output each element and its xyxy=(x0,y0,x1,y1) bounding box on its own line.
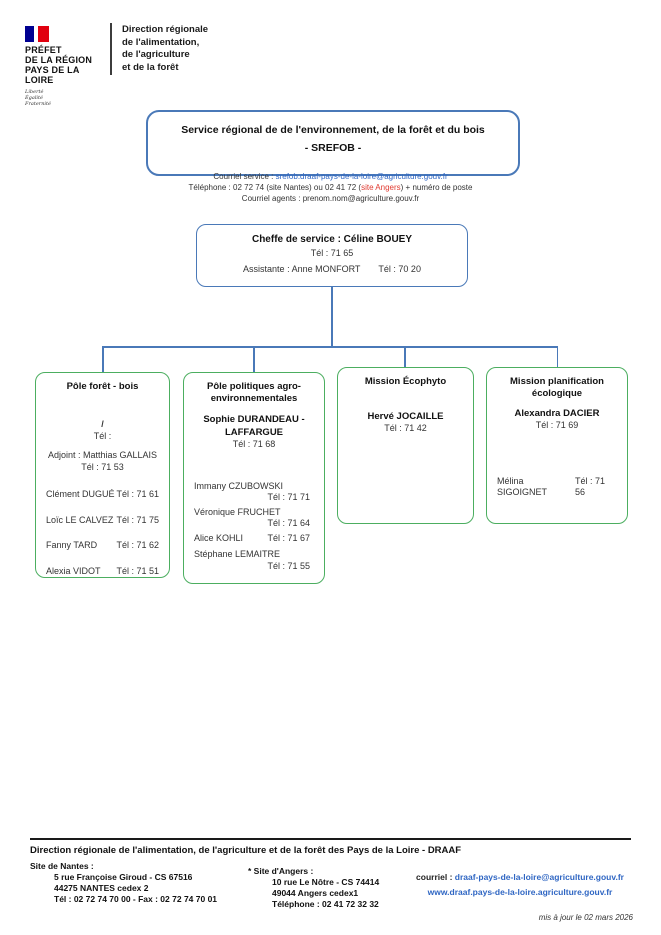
service-courriel-line: Courriel service : srefob.draaf-pays-de-la-loire@agriculture.gouv.fr xyxy=(213,172,448,181)
service-title: Service régional de de l'environnement, de la forêt et du bois xyxy=(181,124,485,136)
mission-planification-box xyxy=(486,367,628,524)
staff-name: Immany CZUBOWSKI xyxy=(194,480,284,491)
footer-site-angers: * Site d'Angers : 10 rue Le Nôtre - CS 74414 49044 Angers cedex1 Téléphone : 02 41 72 32 32 xyxy=(248,866,380,909)
chief-name: Cheffe de service : Céline BOUEY xyxy=(251,234,413,245)
footer-email-link[interactable]: draaf-pays-de-la-loire@agriculture.gouv.fr xyxy=(454,872,624,882)
service-title-box xyxy=(146,110,520,176)
connector-drop-3 xyxy=(404,346,406,367)
connector-drop-1 xyxy=(102,346,104,372)
assistant-line xyxy=(197,264,467,274)
pole-foret-bois-box xyxy=(35,372,170,578)
prefet-line: PAYS DE LA LOIRE xyxy=(25,65,80,85)
staff-tel: Tél : 71 71 xyxy=(267,492,310,502)
chief-box xyxy=(196,224,468,287)
staff-tel: Tél : 71 55 xyxy=(267,560,310,571)
chief-tel: Tél : 71 65 xyxy=(310,248,354,258)
vacant-head: / xyxy=(101,419,104,429)
pole-politiques-box xyxy=(183,372,325,584)
last-updated: mis à jour le 02 mars 2026 xyxy=(538,913,633,922)
site-angers-label: * Site d'Angers : xyxy=(248,866,314,876)
box-title: Pôle politiques agro-environnementales xyxy=(207,381,301,404)
adjoint-name: Adjoint : Matthias GALLAIS xyxy=(47,450,158,460)
head-name: Sophie DURANDEAU - LAFFARGUE xyxy=(203,414,305,438)
agents-courriel-line: Courriel agents : prenom.nom@agriculture.gouv.fr xyxy=(241,194,420,203)
site-angers-highlight: site Angers xyxy=(361,183,401,192)
assistant-name: Assistante : Anne MONFORT xyxy=(243,264,361,274)
prefet-line: DE LA RÉGION xyxy=(25,55,93,65)
head-name: Hervé JOCAILLE xyxy=(367,411,444,422)
staff-name: Véronique FRUCHET xyxy=(194,506,281,517)
header-divider xyxy=(110,23,112,75)
staff-row: Alexia VIDOT Tél : 71 51 xyxy=(46,565,159,576)
service-acronym: - SREFOB - xyxy=(304,142,362,154)
box-title: Mission planification écologique xyxy=(510,376,604,399)
head-tel: Tél : 71 69 xyxy=(535,420,579,430)
staff-name: Stéphane LEMAITRE xyxy=(194,549,281,559)
connector-horizontal xyxy=(102,346,558,348)
french-flag-icon xyxy=(25,26,49,42)
gov-logo xyxy=(25,26,110,107)
staff-row: Fanny TARD Tél : 71 62 xyxy=(46,540,159,550)
box-title: Pôle forêt - bois xyxy=(66,381,139,392)
prefet-line: PRÉFET xyxy=(25,45,62,55)
head-tel: Tél : 71 68 xyxy=(232,439,276,449)
footer-site-nantes: Site de Nantes : 5 rue Françoise Giroud - CS 67516 44275 NANTES cedex 2 Tél : 02 72 74 70 00 - Fax : 02 72 74 70 01 xyxy=(30,861,218,904)
head-tel: Tél : 71 42 xyxy=(384,423,427,433)
staff-row: Alice KOHLI Tél : 71 67 xyxy=(194,532,310,543)
mission-ecophyto-box xyxy=(337,367,474,524)
connector-vertical-center xyxy=(331,287,333,347)
service-email-link[interactable]: srefob.draaf-pays-de-la-loire@agriculture.gouv.fr xyxy=(275,172,448,181)
assistant-tel: Tél : 70 20 xyxy=(378,264,421,274)
vacant-head-tel: Tél : xyxy=(93,430,112,441)
staff-row: Mélina SIGOIGNET Tél : 71 56 xyxy=(497,475,606,497)
box-title: Mission Écophyto xyxy=(364,376,447,387)
service-contact-block xyxy=(0,171,661,204)
connector-drop-4 xyxy=(557,346,559,367)
direction-title: Direction régionale de l'alimentation, de l'agriculture et de la forêt xyxy=(122,24,209,73)
staff-row: Clément DUGUÉ Tél : 71 61 xyxy=(46,489,159,499)
staff-tel: Tél : 71 64 xyxy=(267,518,310,528)
connector-drop-2 xyxy=(253,346,255,372)
footer-title: Direction régionale de l'alimentation, de l'agriculture et de la forêt des Pays de la Loire - DRAAF xyxy=(30,845,462,856)
footer-rule xyxy=(30,838,631,840)
head-name: Alexandra DACIER xyxy=(514,408,600,419)
footer-courriel-line: courriel : draaf-pays-de-la-loire@agriculture.gouv.fr xyxy=(416,872,624,882)
staff-row: Loïc LE CALVEZ Tél : 71 75 xyxy=(46,514,159,525)
service-phone-line: Téléphone : 02 72 74 (site Nantes) ou 02 41 72 (site Angers) + numéro de poste xyxy=(188,183,473,192)
footer-links xyxy=(395,870,645,900)
footer-website-link[interactable]: www.draaf.pays-de-la-loire.agriculture.gouv.fr xyxy=(427,887,613,897)
adjoint-tel: Tél : 71 53 xyxy=(81,461,124,472)
gov-motto: Liberté Égalité Fraternité xyxy=(25,89,51,107)
site-nantes-label: Site de Nantes : xyxy=(30,861,94,871)
